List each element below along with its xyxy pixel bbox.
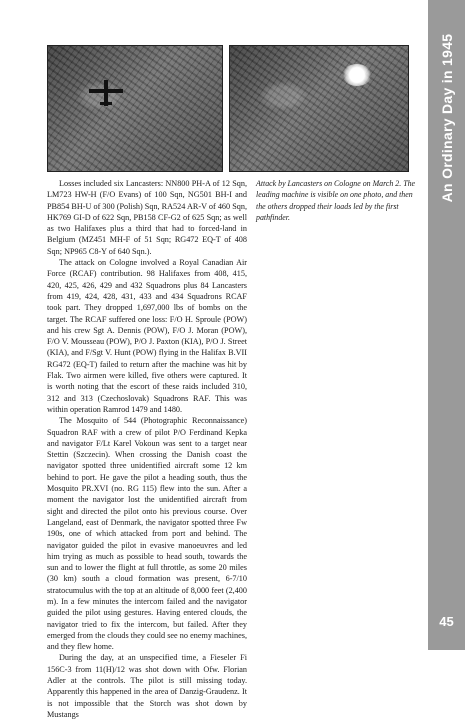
bomb-blast: [342, 64, 372, 86]
paragraph: The Mosquito of 544 (Photographic Reconnaissance) Squadron RAF with a crew of pilot P/O Ferdinand Kepka and navigator F/Lt Karel Vokoun was sent to a target near Stettin (Szczecin). When crossing the Danish coast the navigator spotted three unidentified aircraft some 12 km behind to port. He gave the pilot a heading south, thus the Mosquito PR.XVI (no. RG 115) flew into the sun. After a moment the navigator lost the unidentified aircraft from sight and directed the pilot onto his previous course. Over Langeland, east of Denmark, the navigator spotted three Fw 190s, one of which attacked from port and behind. The navigator guided the pilot in evasive manoeuvres and led him trying as much as possible to head south, towards the sun and to lower the flight at full throttle, as some 20 miles (30 km) south a cloud formation was present, 6-7/10 stratocumulus with the top at an altitude of 8,000 feet (2,400 m). In a few minutes the intercom failed and the navigator guided the pilot using gestures. Having entered clouds, the navigator tried to fix the intercom, but failed. After they emerged from the clouds they could see no enemy machines, and they flew home.: [47, 416, 247, 652]
photo-left: [47, 45, 223, 172]
photo-right: [229, 45, 409, 172]
page-number: 45: [439, 614, 454, 629]
paragraph: During the day, at an unspecified time, a Fieseler Fi 156C-3 from 11(H)/12 was shot down with Ofw. Florian Adler at the controls. The pilot is still missing today. Apparently this happened in the area of Danzig-Graudenz. It is not impossible that the Storch was shot down by Mustangs: [47, 653, 247, 719]
photo-caption: Attack by Lancasters on Cologne on March 2. The leading machine is visible on one photo, and then the others dropped their loads led by the first pathfinder.: [256, 179, 416, 222]
body-text: [47, 178, 247, 720]
chapter-title: An Ordinary Day in 1945: [438, 33, 455, 203]
chapter-side-tab: [428, 0, 465, 650]
paragraph: The attack on Cologne involved a Royal Canadian Air Force (RCAF) contribution. 98 Halifaxes from 408, 415, 420, 425, 426, 429 and 432 Squadrons plus 84 Lancasters from 419, 424, 428, 431, 433 and 434 Squadrons RCAF took part. They dropped 1,697,000 lbs of bombs on the target. The RCAF suffered one loss: F/O H. Sproule (POW) and his crew Sgt A. Dennis (POW), F/O J. Moran (POW), F/O V. Mousseau (POW), P/O J. Paxton (KIA), P/O J. Street (KIA), and F/Sgt V. Hunt (POW) flying in the Halifax B.VII RG472 (EQ-T) failed to return after the machine was hit by Flak. Two airmen were killed, five others were captured. It is worth noting that the escort of these raids included 310, 312 and 313 (Czechoslovak) Squadrons RAF. This was within operation Ramrod 1479 and 1480.: [47, 258, 247, 414]
paragraph: Losses included six Lancasters: NN800 PH-A of 12 Sqn, LM723 HW-H (F/O Evans) of 100 Sqn, NG501 BH-I and PB854 BH-U of 300 (Polish) Sqn, RA524 AR-V of 460 Sqn, HK769 GI-D of 622 Sqn, PB158 CF-G2 of 625 Sqn; as well as two Halifaxes plus a third that had to forced-land in Belgium (MZ451 MH-F of 51 Sqn; RG472 EQ-T of 408 Sqn; NP965 C8-Y of 640 Sqn.).: [47, 179, 247, 256]
